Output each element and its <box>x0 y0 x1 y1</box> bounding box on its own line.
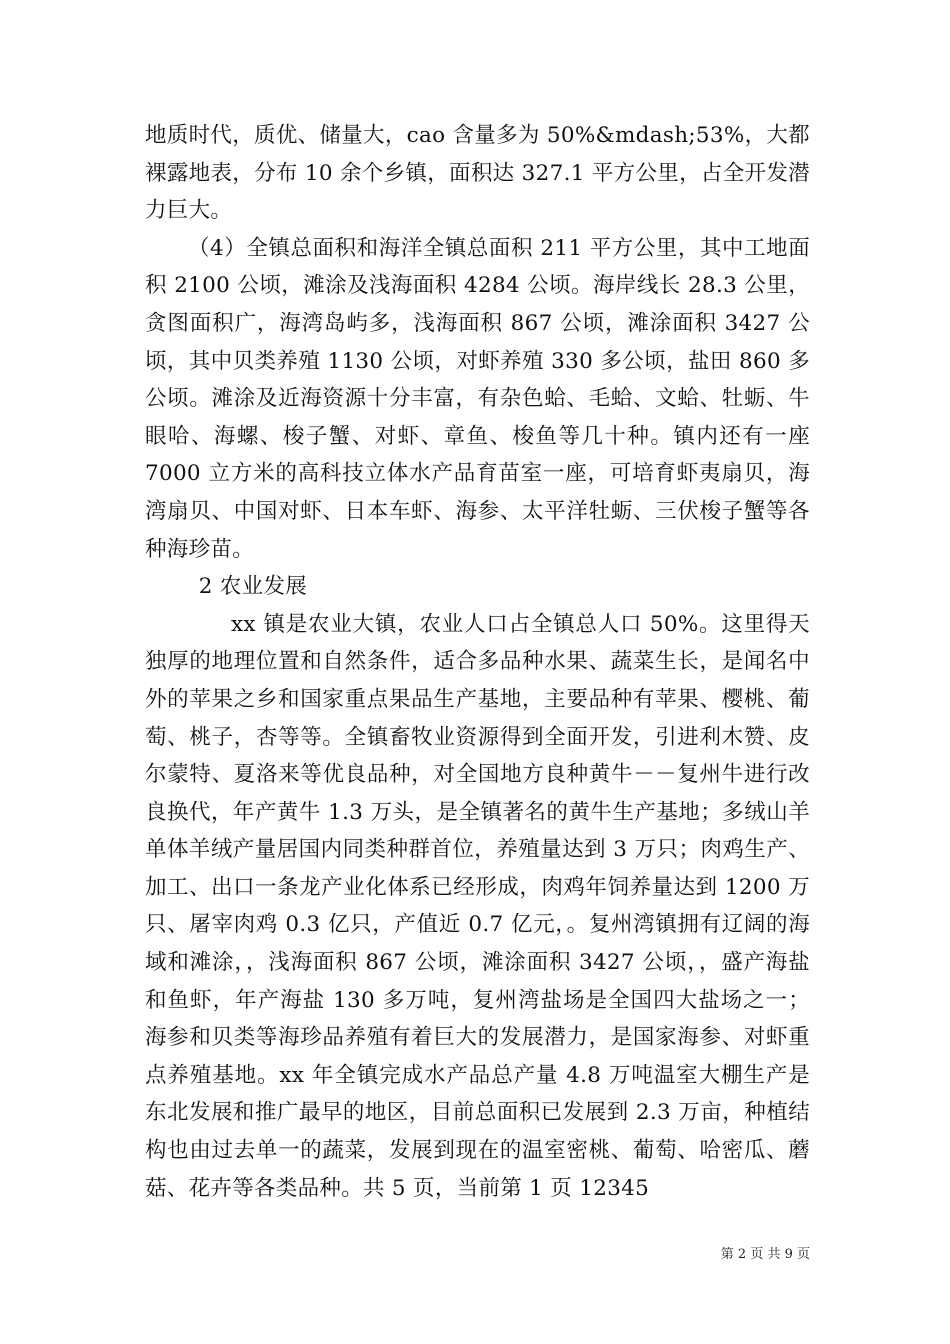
paragraph-agriculture: xx 镇是农业大镇，农业人口占全镇总人口 50%。这里得天独厚的地理位置和自然条件，适合多品种水果、蔬菜生长，是闻名中外的苹果之乡和国家重点果品生产基地，主要品种有苹果、樱桃、葡萄、桃子，杏等等。全镇畜牧业资源得到全面开发，引进利木赞、皮尔蒙特、夏洛来等优良品种，对全国地方良种黄牛－－复州牛进行改良换代，年产黄牛 1.3 万头，是全镇著名的黄牛生产基地；多绒山羊单体羊绒产量居国内同类种群首位，养殖量达到 3 万只；肉鸡生产、加工、出口一条龙产业化体系已经形成，肉鸡年饲养量达到 1200 万只、屠宰肉鸡 0.3 亿只，产值近 0.7 亿元，。复州湾镇拥有辽阔的海域和滩涂，，浅海面积 867 公顷，滩涂面积 3427 公顷，，盛产海盐和鱼虾，年产海盐 130 多万吨，复州湾盐场是全国四大盐场之一；海参和贝类等海珍品养殖有着巨大的发展潜力，是国家海参、对虾重点养殖基地。xx 年全镇完成水产品总产量 4.8 万吨温室大棚生产是东北发展和推广最早的地区，目前总面积已发展到 2.3 万亩，种植结构也由过去单一的蔬菜，发展到现在的温室密桃、葡萄、哈密瓜、蘑菇、花卉等各类品种。共 5 页，当前第 1 页 12345 <box>145 611 810 1201</box>
page-number-footer: 第 2 页 共 9 页 <box>720 1247 810 1262</box>
paragraph-sea-area: （4）全镇总面积和海洋全镇总面积 211 平方公里，其中工地面积 2100 公顷，滩涂及浅海面积 4284 公顷。海岸线长 28.3 公里，贪图面积广，海湾岛屿多，浅海面积 867 公顷，滩涂面积 3427 公顷，其中贝类养殖 1130 公顷，对虾养殖 330 多公顷，盐田 860 多公顷。滩涂及近海资源十分丰富，有杂色蛤、毛蛤、文蛤、牡蛎、牛眼哈、海螺、梭子蟹、对虾、章鱼、梭鱼等几十种。镇内还有一座 7000 立方米的高科技立体水产品育苗室一座，可培育虾夷扇贝，海湾扇贝、中国对虾、日本车虾、海参、太平洋牡蛎、三伏梭子蟹等各种海珍苗。 <box>145 235 810 562</box>
paragraph-continuation: 地质时代，质优、储量大，cao 含量多为 50%&mdash;53%，大都裸露地表，分布 10 余个乡镇，面积达 327.1 平方公里，占全开发潜力巨大。 <box>145 123 810 224</box>
section-heading-agriculture: 2 农业发展 <box>198 574 308 600</box>
document-body <box>145 117 810 1207</box>
